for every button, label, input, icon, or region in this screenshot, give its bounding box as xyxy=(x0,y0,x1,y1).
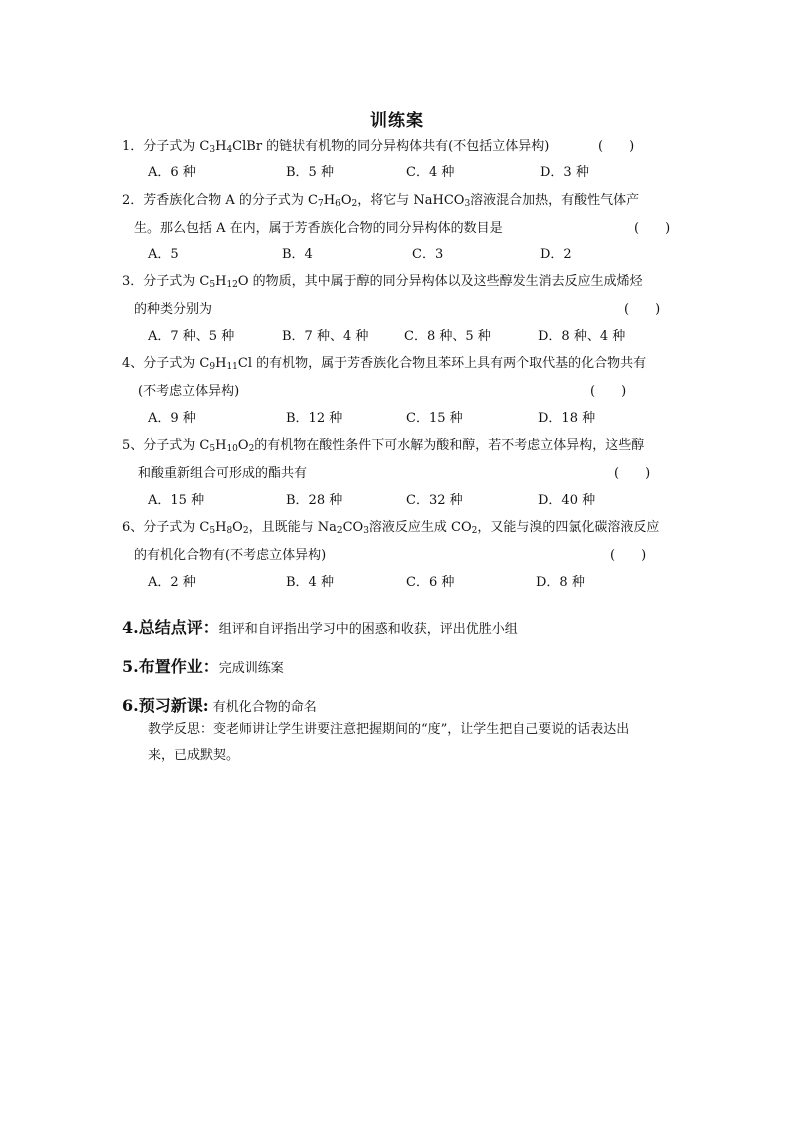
option-a: A．7 种、5 种 xyxy=(148,329,235,344)
option-c: C．4 种 xyxy=(406,165,455,180)
question-6-stem-cont: 的有机化合物有(不考虑立体异构) xyxy=(134,548,327,563)
option-b: B．5 种 xyxy=(286,165,334,180)
option-d: D．8 种、4 种 xyxy=(538,329,626,344)
option-b: B．4 种 xyxy=(286,575,334,590)
answer-bracket: ( ) xyxy=(610,548,647,563)
option-c: C．15 种 xyxy=(406,411,463,426)
question-3-stem: 3．分子式为 $C_5H_{12}O$ 的物质，其中属于醇的同分异构体以及这些醇发生消去反应生成烯烃 xyxy=(122,274,643,290)
question-6-stem: 6、分子式为 $C_5H_8O_2$，且既能与 $Na_2CO_3$溶液反应生成 $CO_2$，又能与溴的四氯化碳溶液反应 xyxy=(122,520,660,536)
question-5-stem: 5、分子式为 $C_5H_{10}O_2$的有机物在酸性条件下可水解为酸和醇，若不考虑立体异构，这些醇 xyxy=(122,438,645,454)
option-a: A．15 种 xyxy=(148,493,205,508)
question-2-stem: 2．芳香族化合物 A 的分子式为 $C_7H_6O_2$，将它与 NaHCO$_3$溶液混合加热，有酸性气体产 xyxy=(122,193,640,209)
question-1-stem: 1．分子式为 $C_3H_4ClBr$ 的链状有机物的同分异构体共有(不包括立体异构) xyxy=(122,139,550,155)
question-5-options xyxy=(148,492,648,510)
option-a: A．9 种 xyxy=(148,411,196,426)
answer-bracket: ( ) xyxy=(634,221,671,236)
option-c: C．3 xyxy=(412,247,444,262)
answer-bracket: ( ) xyxy=(614,466,651,481)
section-homework xyxy=(122,657,284,679)
answer-bracket: ( ) xyxy=(590,384,627,399)
section-heading: 6.预习新课: xyxy=(122,696,209,715)
option-b: B．4 xyxy=(282,247,313,262)
section-text: 组评和自评指出学习中的困惑和收获，评出优胜小组 xyxy=(218,622,518,637)
page-title: 训练案 xyxy=(370,111,424,131)
option-b: B．12 种 xyxy=(286,411,343,426)
option-a: A．2 种 xyxy=(148,575,196,590)
option-d: D．40 种 xyxy=(538,493,596,508)
question-2-options xyxy=(148,246,648,264)
reflection-line-2: 来，已成默契。 xyxy=(148,748,240,763)
question-4-stem-cont: (不考虑立体异构) xyxy=(138,384,240,399)
question-3-options xyxy=(148,328,648,346)
option-d: D．2 xyxy=(540,247,572,262)
option-c: C．32 种 xyxy=(406,493,463,508)
option-d: D．3 种 xyxy=(540,165,589,180)
option-d: D．18 种 xyxy=(538,411,596,426)
question-6-options xyxy=(148,574,648,592)
option-a: A．6 种 xyxy=(148,165,196,180)
section-heading: 4.总结点评： xyxy=(122,618,219,637)
option-b: B．28 种 xyxy=(286,493,343,508)
option-c: C．6 种 xyxy=(406,575,455,590)
answer-bracket: ( ) xyxy=(624,302,661,317)
section-text: 完成训练案 xyxy=(218,661,284,676)
section-heading: 5.布置作业： xyxy=(122,657,219,676)
question-1-options xyxy=(148,164,648,182)
section-summary xyxy=(122,618,518,640)
question-3-stem-cont: 的种类分别为 xyxy=(134,302,213,317)
option-c: C．8 种、5 种 xyxy=(404,329,491,344)
question-4-options xyxy=(148,410,648,428)
option-a: A．5 xyxy=(148,247,179,262)
section-text: 有机化合物的命名 xyxy=(208,700,317,715)
reflection-line-1: 教学反思：变老师讲让学生讲要注意把握期间的“度”，让学生把自己要说的话表达出 xyxy=(148,722,630,737)
option-d: D．8 种 xyxy=(536,575,585,590)
question-4-stem: 4、分子式为 $C_9H_{11}Cl$ 的有机物，属于芳香族化合物且苯环上具有两个取代基的化合物共有 xyxy=(122,356,647,372)
answer-bracket: ( ) xyxy=(598,139,635,154)
section-preview xyxy=(122,696,317,718)
question-5-stem-cont: 和酸重新组合可形成的酯共有 xyxy=(138,466,308,481)
question-2-stem-cont: 生。那么包括 A 在内，属于芳香族化合物的同分异构体的数目是 xyxy=(134,221,503,236)
option-b: B．7 种、4 种 xyxy=(282,329,369,344)
